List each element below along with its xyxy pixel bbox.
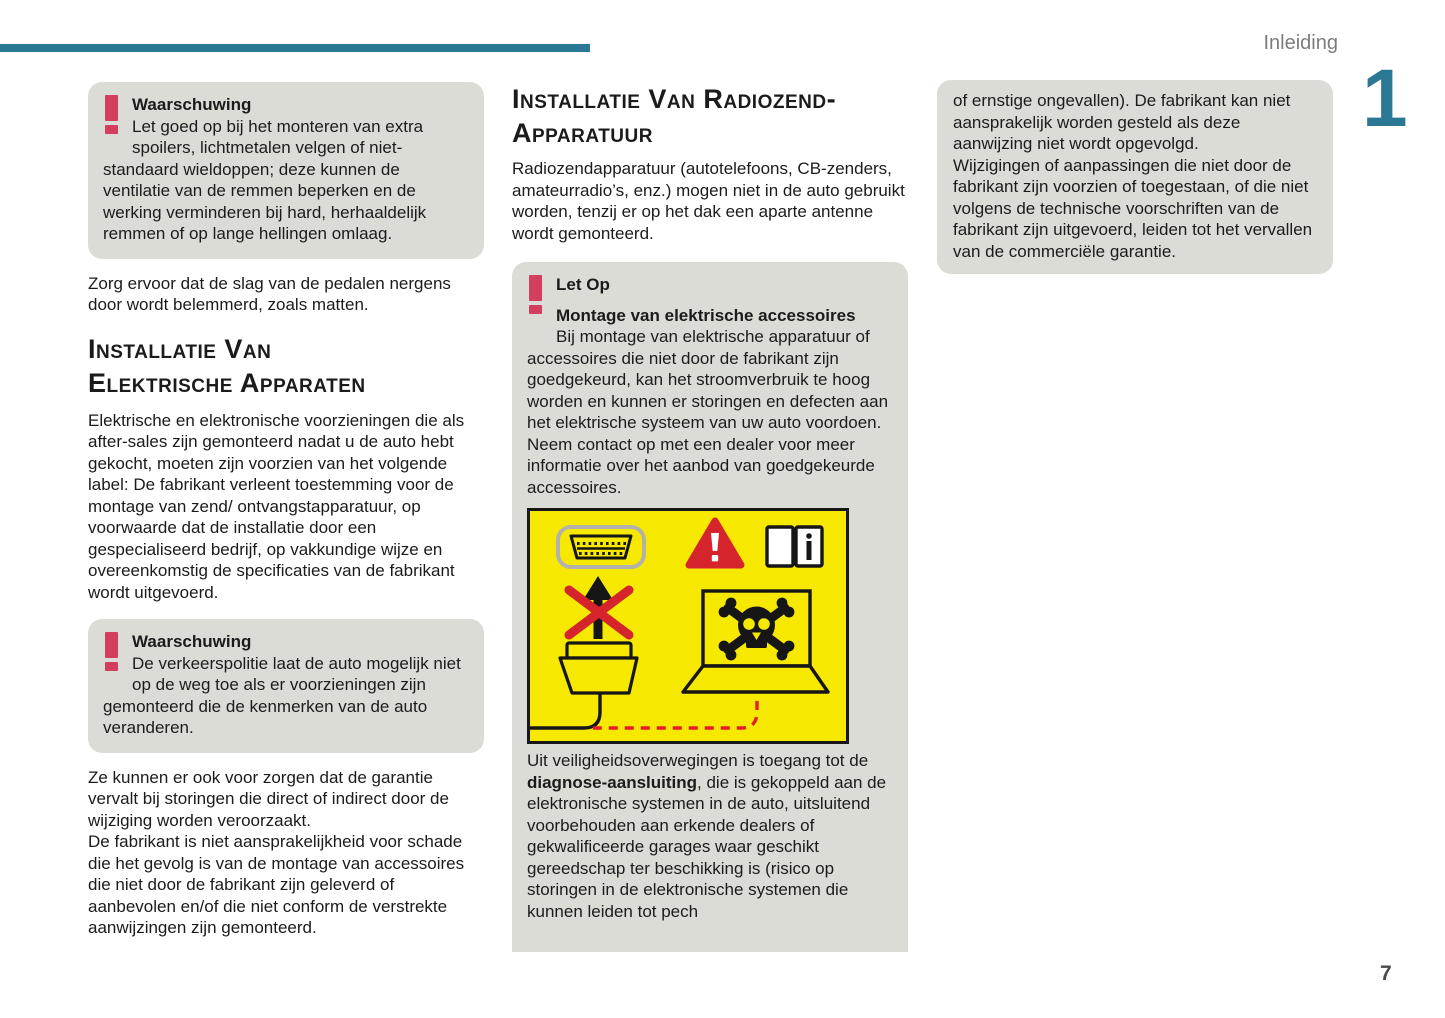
warning-box — [88, 619, 484, 753]
middle-column — [512, 82, 908, 952]
continuation-text: of ernstige ongevallen). De fabrikant kan niet aansprakelijk worden gesteld als deze aanwijzing niet wordt opgevolgd. — [953, 91, 1291, 153]
left-column — [88, 82, 484, 939]
warning-text: De verkeerspolitie laat de auto mogelijk niet op de weg toe als er voorzieningen zijn gemonteerd die de kenmerken van de auto veranderen. — [103, 653, 461, 737]
continuation-box — [937, 80, 1333, 274]
warning-exclamation-icon — [528, 275, 543, 328]
header-accent-bar — [0, 44, 590, 52]
notice-text: Neem contact op met een dealer voor meer informatie over het aanbod van goedgekeurde accessoires. — [527, 434, 875, 497]
heading-installatie-radiozendapparatuur — [512, 82, 908, 150]
notice-subtitle: Montage van elektrische accessoires — [556, 305, 856, 325]
section-label: Inleiding — [1263, 32, 1338, 54]
warning-box — [88, 82, 484, 259]
warning-title: Waarschuwing — [132, 632, 252, 651]
notice-text-pre: Uit veiligheidsoverwegingen is toegang tot de — [527, 751, 869, 770]
heading-line-2: Apparatuur — [512, 118, 653, 148]
notice-text-post: , die is gekoppeld aan de elektronische systemen in de auto, uitsluitend voorbehouden aan erkende dealers of gekwalificeerde garages waar geschikt gereedschap ter beschikking is (risico op storingen in de elektronische systemen die kunnen leiden tot pech — [527, 772, 887, 921]
warning-exclamation-icon — [104, 95, 119, 139]
page-number: 7 — [1380, 962, 1392, 985]
heading-line-1: Installatie Van — [88, 333, 272, 364]
right-column — [937, 80, 1333, 274]
paragraph-garantie: Ze kunnen er ook voor zorgen dat de garantie vervalt bij storingen die direct of indirect door de wijziging worden veroorzaakt. — [88, 767, 449, 830]
notice-title: Let Op — [556, 275, 610, 294]
heading-line-2: Elektrische Apparaten — [88, 367, 366, 398]
owner-manual-book-icon — [767, 527, 822, 566]
paragraph-fabrikant: De fabrikant is niet aansprakelijkheid voor schade die het gevolg is van de montage van accessoires die niet door de fabrikant zijn geleverd of aanbevolen en/of die niet conform de verstrekte aanwijzingen zijn gemonteerd. — [88, 832, 465, 937]
heading-installatie-elektrische-apparaten — [88, 332, 484, 400]
paragraph-radiozend: Radiozendapparatuur (autotelefoons, CB-zenders, amateurradio’s, enz.) mogen niet in de auto gebruikt worden, tenzij er op het dak een aparte antenne wordt gemonteerd. — [512, 159, 905, 243]
paragraph-pedals: Zorg ervoor dat de slag van de pedalen nergens door wordt belemmerd, zoals matten. — [88, 273, 451, 314]
chapter-number-badge: 1 — [1362, 53, 1408, 144]
warning-text: Let goed op bij het monteren van extra spoilers, lichtmetalen velgen of niet-standaard wieldoppen; deze kunnen de ventilatie van de remmen beperken en de werking verminderen bij hard, herhaaldelijk remmen of op lange hellingen omlaag. — [103, 116, 427, 243]
notice-text-bold: diagnose-aansluiting — [527, 772, 698, 792]
laptop-skull-icon — [683, 591, 828, 692]
heading-line-1: Installatie Van Radiozend- — [512, 84, 837, 114]
notice-text: Bij montage van elektrische apparatuur of accessoires die niet door de fabrikant zijn goedgekeurd, kan het stroomverbruik te hoog worden en kunnen er storingen en defecten aan het elektrische systeem van uw auto voordoen. — [527, 327, 889, 432]
continuation-text: Wijzigingen of aanpassingen die niet door de fabrikant zijn voorzien of toegestaan, of die niet volgens de technische voorschriften van de fabrikant zijn uitgevoerd, leiden tot het vervallen van de commerciële garantie. — [953, 155, 1313, 261]
diagnostic-warning-illustration — [527, 508, 893, 744]
warning-exclamation-icon — [104, 632, 119, 676]
paragraph-aftersales: Elektrische en elektronische voorzieningen die als after-sales zijn gemonteerd nadat u de auto hebt gekocht, moeten zijn voorzien van het volgende label: De fabrikant verleent toestemming voor de montage van zend/ ontvangstapparatuur, op voorwaarde dat de installatie door een gespecialiseerd bedrijf, op vakkundige wijze en overeenkomstig de specificaties van de fabrikant wordt uitgevoerd. — [88, 410, 465, 602]
warning-title: Waarschuwing — [132, 95, 252, 114]
notice-text — [527, 750, 893, 922]
notice-box — [512, 262, 908, 952]
